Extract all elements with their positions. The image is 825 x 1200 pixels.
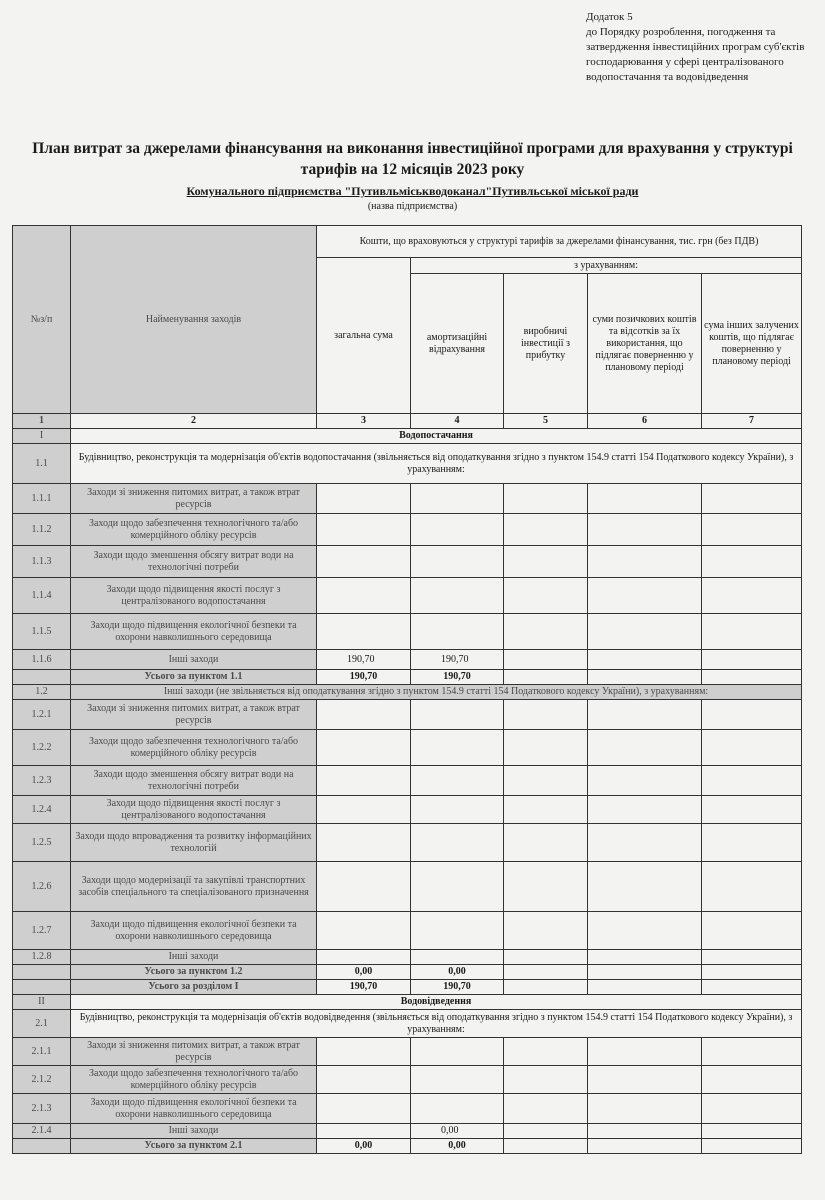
cell-loans [588, 650, 702, 670]
cell-loans [588, 796, 702, 824]
cell-other [702, 1038, 802, 1066]
header-funds: Кошти, що враховуються у структурі тарифів за джерелами фінансування, тис. грн (без ПДВ) [317, 226, 802, 258]
cell-other [702, 965, 802, 980]
cell-other [702, 950, 802, 965]
organization-note: (назва підприємства) [367, 201, 458, 212]
appendix-note [586, 10, 806, 85]
cell-total [317, 1124, 411, 1139]
cell-loans [588, 1094, 702, 1124]
table-row [13, 912, 802, 950]
cell-depreciation [411, 1038, 504, 1066]
col-num-3: 3 [317, 414, 411, 429]
cell-depreciation [411, 1066, 504, 1094]
cell-other [702, 824, 802, 862]
cell-depreciation: 0,00 [411, 965, 504, 980]
row-number: 1.1.1 [13, 484, 71, 514]
organization-name [0, 184, 825, 199]
row-number: 1.2.6 [13, 862, 71, 912]
subsection-row [13, 685, 802, 700]
table-row [13, 484, 802, 514]
table-row [13, 1094, 802, 1124]
row-number: 1.2.3 [13, 766, 71, 796]
header-total: загальна сума [317, 258, 411, 414]
table-row [13, 614, 802, 650]
row-name: Заходи щодо підвищення екологічної безпеки та охорони навколишнього середовища [71, 912, 317, 950]
row-name: Заходи щодо забезпечення технологічного та/або комерційного обліку ресурсів [71, 1066, 317, 1094]
cell-profit [504, 1124, 588, 1139]
table-row [13, 650, 802, 670]
table-row [13, 950, 802, 965]
col-num-1: 1 [13, 414, 71, 429]
cell-other [702, 912, 802, 950]
subsection-title: Будівництво, реконструкція та модернізація об'єктів водопостачання (звільняється від оподаткування згідно з пунктом 154.9 статті 154 Податкового кодексу України), з урахуванням: [71, 444, 802, 484]
header-number: №з/п [13, 226, 71, 414]
cell-depreciation: 190,70 [411, 980, 504, 995]
row-name: Заходи щодо впровадження та розвитку інформаційних технологій [71, 824, 317, 862]
cell-loans [588, 1038, 702, 1066]
col-num-4: 4 [411, 414, 504, 429]
cell-loans [588, 824, 702, 862]
cell-other [702, 1094, 802, 1124]
row-number: 1.2.1 [13, 700, 71, 730]
section-row [13, 995, 802, 1010]
cell-total [317, 730, 411, 766]
section-title: Водопостачання [71, 429, 802, 444]
cell-profit [504, 1139, 588, 1154]
header-numbers-row [13, 414, 802, 429]
row-number [13, 1139, 71, 1154]
cell-depreciation: 0,00 [411, 1124, 504, 1139]
col-num-5: 5 [504, 414, 588, 429]
cell-total: 190,70 [317, 650, 411, 670]
cell-other [702, 514, 802, 546]
cell-depreciation [411, 824, 504, 862]
col-num-6: 6 [588, 414, 702, 429]
row-number: 1.2.5 [13, 824, 71, 862]
cell-depreciation [411, 514, 504, 546]
cell-loans [588, 514, 702, 546]
cell-depreciation [411, 950, 504, 965]
cell-profit [504, 614, 588, 650]
cell-loans [588, 980, 702, 995]
row-number: 2.1.4 [13, 1124, 71, 1139]
row-number: 2.1.1 [13, 1038, 71, 1066]
cell-total [317, 700, 411, 730]
row-name: Усього за пунктом 1.1 [71, 670, 317, 685]
cell-total [317, 578, 411, 614]
cell-depreciation [411, 484, 504, 514]
cell-profit [504, 824, 588, 862]
cell-other [702, 980, 802, 995]
header-depreciation: амортизаційні відрахування [411, 274, 504, 414]
cell-depreciation [411, 862, 504, 912]
organization-name-text: Комунального підприємства "Путивльміськводоканал"Путивльської міської ради [186, 184, 639, 198]
cell-total [317, 824, 411, 862]
row-name: Заходи зі зниження питомих витрат, а також втрат ресурсів [71, 1038, 317, 1066]
table-row [13, 730, 802, 766]
cell-depreciation [411, 1094, 504, 1124]
subsection-title: Інші заходи (не звільняється від оподаткування згідно з пунктом 154.9 статті 154 Податкового кодексу України), з урахуванням: [71, 685, 802, 700]
section-row [13, 429, 802, 444]
table-row [13, 824, 802, 862]
cell-depreciation [411, 912, 504, 950]
cell-profit [504, 980, 588, 995]
subsection-number: 1.2 [13, 685, 71, 700]
cell-loans [588, 1139, 702, 1154]
cell-total [317, 950, 411, 965]
header-row-1 [13, 226, 802, 258]
row-name: Заходи щодо підвищення екологічної безпеки та охорони навколишнього середовища [71, 1094, 317, 1124]
cell-other [702, 730, 802, 766]
cell-profit [504, 546, 588, 578]
table-row [13, 796, 802, 824]
row-number [13, 670, 71, 685]
cell-other [702, 796, 802, 824]
table-row [13, 1066, 802, 1094]
subsection-row [13, 1010, 802, 1038]
row-number: 1.2.2 [13, 730, 71, 766]
cell-depreciation: 0,00 [411, 1139, 504, 1154]
cell-loans [588, 1124, 702, 1139]
cell-depreciation [411, 766, 504, 796]
row-name: Заходи щодо забезпечення технологічного та/або комерційного обліку ресурсів [71, 730, 317, 766]
cell-loans [588, 766, 702, 796]
row-name: Заходи зі зниження питомих витрат, а також втрат ресурсів [71, 484, 317, 514]
cell-total [317, 546, 411, 578]
cell-profit [504, 1038, 588, 1066]
table-row [13, 700, 802, 730]
cell-total [317, 862, 411, 912]
cell-total: 0,00 [317, 965, 411, 980]
cell-total: 190,70 [317, 670, 411, 685]
cell-total [317, 514, 411, 546]
cell-other [702, 862, 802, 912]
cell-other [702, 766, 802, 796]
row-number: 1.1.6 [13, 650, 71, 670]
subsection-number: 2.1 [13, 1010, 71, 1038]
row-name: Інші заходи [71, 650, 317, 670]
cell-loans [588, 614, 702, 650]
header-other: сума інших залучених коштів, що підлягає поверненню у плановому періоді [702, 274, 802, 414]
investment-plan-table [12, 225, 802, 1154]
row-number: 1.1.3 [13, 546, 71, 578]
row-number: 1.1.5 [13, 614, 71, 650]
table-row [13, 578, 802, 614]
row-name: Інші заходи [71, 950, 317, 965]
table-row [13, 514, 802, 546]
cell-profit [504, 670, 588, 685]
cell-loans [588, 546, 702, 578]
cell-other [702, 1066, 802, 1094]
section-title: Водовідведення [71, 995, 802, 1010]
cell-other [702, 614, 802, 650]
header-including: з урахуванням: [411, 258, 802, 274]
cell-profit [504, 1094, 588, 1124]
cell-depreciation: 190,70 [411, 670, 504, 685]
table-row [13, 1124, 802, 1139]
cell-profit [504, 965, 588, 980]
appendix-line1: Додаток 5 [586, 11, 633, 23]
cell-profit [504, 766, 588, 796]
cell-loans [588, 578, 702, 614]
cell-total [317, 912, 411, 950]
cell-other [702, 484, 802, 514]
row-number: 1.2.8 [13, 950, 71, 965]
row-name: Усього за пунктом 2.1 [71, 1139, 317, 1154]
row-name: Інші заходи [71, 1124, 317, 1139]
cell-profit [504, 514, 588, 546]
table-row [13, 862, 802, 912]
row-name: Заходи щодо підвищення якості послуг з централізованого водопостачання [71, 796, 317, 824]
cell-loans [588, 912, 702, 950]
total-row [13, 980, 802, 995]
row-number: 1.1.4 [13, 578, 71, 614]
document-title: План витрат за джерелами фінансування на виконання інвестиційної програми для врахування у структурі тарифів на 12 місяців 2023 року [32, 140, 793, 178]
table-row [13, 1038, 802, 1066]
row-name: Заходи щодо забезпечення технологічного та/або комерційного обліку ресурсів [71, 514, 317, 546]
section-number: I [13, 429, 71, 444]
cell-total [317, 1066, 411, 1094]
cell-profit [504, 650, 588, 670]
cell-depreciation [411, 700, 504, 730]
cell-depreciation [411, 614, 504, 650]
cell-total [317, 766, 411, 796]
row-name: Усього за розділом I [71, 980, 317, 995]
cell-profit [504, 862, 588, 912]
cell-profit [504, 578, 588, 614]
row-number: 2.1.2 [13, 1066, 71, 1094]
cell-profit [504, 484, 588, 514]
table-row [13, 766, 802, 796]
cell-depreciation: 190,70 [411, 650, 504, 670]
row-name: Заходи щодо зменшення обсягу витрат води на технологічні потреби [71, 766, 317, 796]
cell-profit [504, 730, 588, 766]
subsection-number: 1.1 [13, 444, 71, 484]
cell-other [702, 670, 802, 685]
cell-loans [588, 730, 702, 766]
cell-total: 0,00 [317, 1139, 411, 1154]
table-row [13, 546, 802, 578]
cell-total: 190,70 [317, 980, 411, 995]
header-profit: виробничі інвестиції з прибутку [504, 274, 588, 414]
cell-total [317, 484, 411, 514]
row-name: Заходи щодо підвищення екологічної безпеки та охорони навколишнього середовища [71, 614, 317, 650]
cell-depreciation [411, 730, 504, 766]
row-name: Усього за пунктом 1.2 [71, 965, 317, 980]
appendix-line2: до Порядку розроблення, погодження та затвердження інвестиційних програм суб'єктів господарювання у сфері централізованого водопостачання та водовідведення [586, 26, 805, 83]
row-number: 1.1.2 [13, 514, 71, 546]
cell-loans [588, 484, 702, 514]
cell-total [317, 614, 411, 650]
cell-depreciation [411, 546, 504, 578]
col-num-2: 2 [71, 414, 317, 429]
cell-profit [504, 700, 588, 730]
cell-other [702, 1139, 802, 1154]
cell-loans [588, 700, 702, 730]
row-name: Заходи щодо модернізації та закупівлі транспортних засобів спеціального та спеціалізованого призначення [71, 862, 317, 912]
header-loans: суми позичкових коштів та відсотків за їх використання, що підлягає поверненню у плановому періоді [588, 274, 702, 414]
subsection-row [13, 444, 802, 484]
total-row [13, 965, 802, 980]
row-number [13, 980, 71, 995]
row-number: 1.2.7 [13, 912, 71, 950]
cell-loans [588, 670, 702, 685]
cell-depreciation [411, 578, 504, 614]
cell-loans [588, 862, 702, 912]
cell-profit [504, 950, 588, 965]
row-number [13, 965, 71, 980]
cell-profit [504, 796, 588, 824]
cell-other [702, 700, 802, 730]
total-row [13, 1139, 802, 1154]
cell-other [702, 650, 802, 670]
cell-other [702, 546, 802, 578]
cell-total [317, 796, 411, 824]
row-number: 2.1.3 [13, 1094, 71, 1124]
header-measure-name: Найменування заходів [71, 226, 317, 414]
cell-depreciation [411, 796, 504, 824]
cell-other [702, 1124, 802, 1139]
row-name: Заходи щодо підвищення якості послуг з централізованого водопостачання [71, 578, 317, 614]
cell-total [317, 1038, 411, 1066]
row-name: Заходи щодо зменшення обсягу витрат води на технологічні потреби [71, 546, 317, 578]
section-number: II [13, 995, 71, 1010]
cell-profit [504, 1066, 588, 1094]
cell-loans [588, 965, 702, 980]
cell-other [702, 578, 802, 614]
col-num-7: 7 [702, 414, 802, 429]
total-row [13, 670, 802, 685]
row-name: Заходи зі зниження питомих витрат, а також втрат ресурсів [71, 700, 317, 730]
cell-loans [588, 950, 702, 965]
cell-total [317, 1094, 411, 1124]
cell-profit [504, 912, 588, 950]
cell-loans [588, 1066, 702, 1094]
subsection-title: Будівництво, реконструкція та модернізація об'єктів водовідведення (звільняється від оподаткування згідно з пунктом 154.9 статті 154 Податкового кодексу України), з урахуванням: [71, 1010, 802, 1038]
row-number: 1.2.4 [13, 796, 71, 824]
